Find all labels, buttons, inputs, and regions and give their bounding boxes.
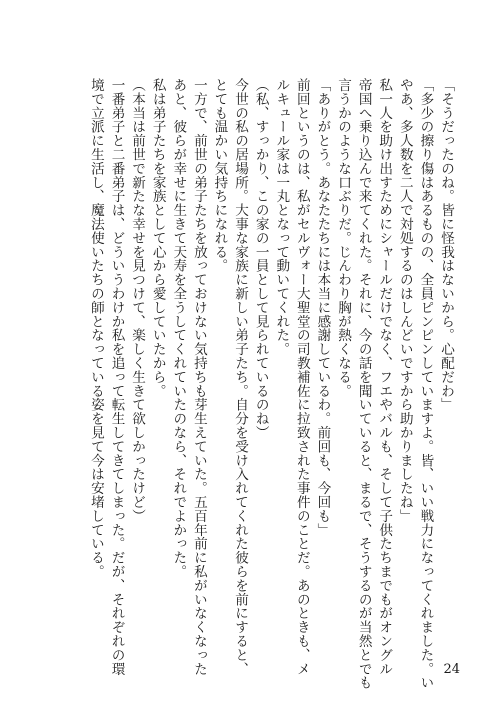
- text-line: やあ、多人数を二人で対処するのはしんどいですから助かりましたね」: [396, 78, 413, 523]
- text-line: （私、すっかり、この家の一員として見られているのね）: [252, 78, 269, 440]
- text-line: 「多少の擦り傷はあるものの、全員ピンピンしていますよ。皆、いい戦力になってくれました。い: [417, 78, 434, 690]
- text-line: あと、彼らが幸せに生きて天寿を全うしてくれていたのなら、それでよかった。: [170, 78, 187, 579]
- text-line: 一方で、前世の弟子たちを放っておけない気持ちも芽生えていた。五百年前に私がいなくなった: [190, 78, 207, 676]
- text-line: 「ありがとう。あなたたちには本当に感謝しているわ。前回も、今回も」: [314, 78, 331, 537]
- text-line: とても温かい気持ちになれる。: [211, 78, 228, 273]
- text-line: 「そうだったのね。皆に怪我はないから。心配だわ」: [438, 78, 454, 412]
- text-line: 帝国へ乗り込んで来てくれた。それに、今の話を聞いていると、まるで、そうするのが当然とでも: [355, 78, 372, 690]
- text-line: 言うかのような口ぶりだ。じんわり胸が熱くなる。: [335, 78, 352, 398]
- text-line: 私は弟子たちを家族として心から愛していたから。: [149, 78, 166, 398]
- text-line: 前回というのは、私がセルヴォー大聖堂の司教補佐に拉致された事件のことだ。あのときも、メ: [293, 78, 310, 676]
- page-number: 24: [443, 662, 460, 677]
- text-line: 私一人を助け出すためにシャールだけでなく、フエやバルも、そして子供たちまでもがオングル: [376, 78, 393, 676]
- text-line: ルキュール家は一丸となって動いてくれた。: [273, 78, 290, 356]
- text-line: 今世の私の居場所。大事な家族に新しい弟子たち。自分を受け入れてくれた彼らを前にすると、: [232, 78, 249, 676]
- text-line: 一番弟子と二番弟子は、どういうわけか私を追って転生してきてしまった。だが、それぞれの環: [108, 78, 125, 676]
- text-line: （本当は前世で新たな幸せを見つけて、楽しく生きて欲しかったけど）: [129, 78, 146, 523]
- text-line: 境で立派に生活し、魔法使いたちの師となっている姿を見て今は安堵している。: [87, 78, 104, 579]
